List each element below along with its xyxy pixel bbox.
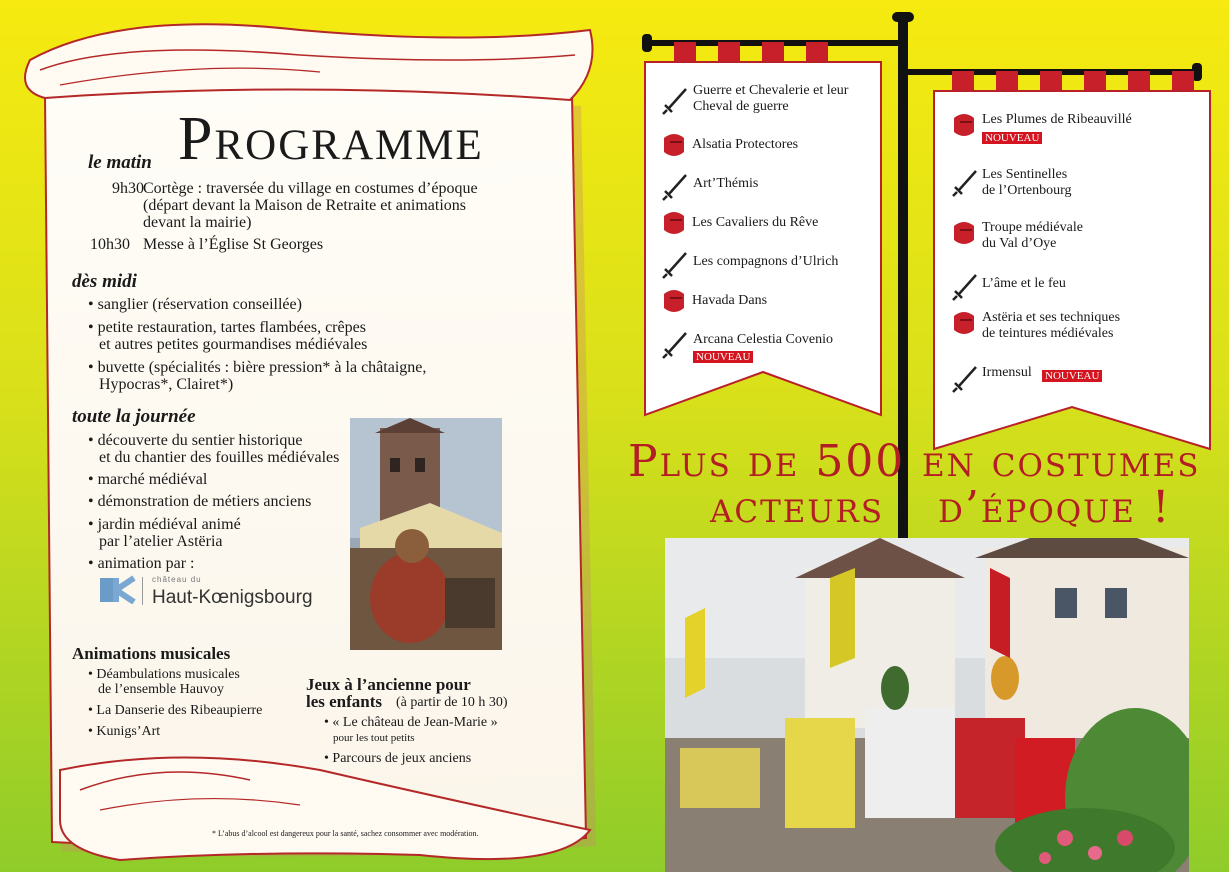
left-item-7: Arcana Celestia Covenio bbox=[693, 332, 833, 347]
sword-icon bbox=[660, 330, 690, 360]
right-item-1-badge bbox=[982, 128, 1042, 146]
left-item-7-badge bbox=[693, 347, 753, 365]
jeux-item-2: • Parcours de jeux anciens bbox=[324, 751, 471, 766]
helmet-icon bbox=[660, 286, 688, 316]
journee-item-1b: et du chantier des fouilles médiévales bbox=[99, 449, 340, 466]
helmet-icon bbox=[660, 208, 688, 238]
parade-photo bbox=[665, 538, 1189, 872]
logo-small-text: château du bbox=[152, 575, 202, 584]
helmet-icon bbox=[950, 110, 978, 140]
sword-icon bbox=[660, 172, 690, 202]
matin-time-2: 10h30 bbox=[90, 236, 130, 253]
journee-item-5: • animation par : bbox=[88, 555, 194, 572]
castle-photo bbox=[350, 418, 502, 650]
sword-icon bbox=[950, 272, 980, 302]
right-item-6: Irmensul bbox=[982, 365, 1032, 380]
matin-text-2: Messe à l’Église St Georges bbox=[143, 236, 324, 253]
left-item-3: Art’Thémis bbox=[693, 176, 759, 191]
sword-icon bbox=[950, 168, 980, 198]
matin-text-1: Cortège : traversée du village en costumes d’époque bbox=[143, 180, 478, 197]
hk-logo-icon bbox=[100, 574, 140, 604]
right-item-4: L’âme et le feu bbox=[982, 276, 1066, 291]
sword-icon bbox=[660, 250, 690, 280]
journee-item-1: • découverte du sentier historique bbox=[88, 432, 302, 449]
matin-text-1b: (départ devant la Maison de Retraite et animations bbox=[143, 197, 466, 214]
slogan-right-2: d’époque ! bbox=[938, 482, 1172, 533]
right-item-2b: de l’Ortenbourg bbox=[982, 183, 1072, 198]
right-item-6-badge bbox=[1042, 366, 1102, 384]
left-item-5: Les compagnons d’Ulrich bbox=[693, 254, 839, 269]
logo-name: Haut-Kœnigsbourg bbox=[152, 587, 313, 608]
slogan-left-1: Plus de 500 bbox=[628, 436, 906, 487]
nouveau-badge: NOUVEAU bbox=[693, 351, 753, 363]
right-item-2: Les Sentinelles bbox=[982, 167, 1068, 182]
left-item-6: Havada Dans bbox=[692, 293, 768, 308]
midi-item-2: • petite restauration, tartes flambées, crêpes bbox=[88, 319, 366, 336]
left-item-1: Guerre et Chevalerie et leur bbox=[693, 83, 849, 98]
sword-icon bbox=[660, 86, 690, 116]
journee-item-2: • marché médiéval bbox=[88, 471, 207, 488]
midi-item-2b: et autres petites gourmandises médiévales bbox=[99, 336, 368, 353]
right-item-1: Les Plumes de Ribeauvillé bbox=[982, 112, 1132, 127]
slogan-right-1: en costumes bbox=[922, 436, 1201, 487]
nouveau-badge: NOUVEAU bbox=[1042, 370, 1102, 382]
musique-item-3: • Kunigs’Art bbox=[88, 724, 160, 739]
musique-heading: Animations musicales bbox=[72, 644, 231, 663]
midi-item-3b: Hypocras*, Clairet*) bbox=[99, 376, 234, 393]
helmet-icon bbox=[950, 308, 978, 338]
jeux-heading-1: Jeux à l’ancienne pour bbox=[306, 675, 471, 694]
matin-heading: le matin bbox=[88, 152, 152, 173]
right-item-3: Troupe médiévale bbox=[982, 220, 1083, 235]
helmet-icon bbox=[950, 218, 978, 248]
musique-item-1: • Déambulations musicales bbox=[88, 667, 240, 682]
left-item-1b: Cheval de guerre bbox=[693, 99, 789, 114]
jeux-note: (à partir de 10 h 30) bbox=[396, 695, 508, 710]
nouveau-badge: NOUVEAU bbox=[982, 132, 1042, 144]
jeux-heading-2: les enfants bbox=[306, 692, 383, 711]
left-item-4: Les Cavaliers du Rêve bbox=[692, 215, 819, 230]
pole-top bbox=[892, 12, 914, 22]
jeux-item-1: • « Le château de Jean-Marie » bbox=[324, 715, 498, 730]
musique-item-1b: de l’ensemble Hauvoy bbox=[98, 682, 224, 697]
right-item-3b: du Val d’Oye bbox=[982, 236, 1057, 251]
journee-item-4b: par l’atelier Astëria bbox=[99, 533, 223, 550]
musique-item-2: • La Danserie des Ribeaupierre bbox=[88, 703, 262, 718]
right-item-5: Astëria et ses techniques bbox=[982, 310, 1121, 325]
matin-text-1c: devant la mairie) bbox=[143, 214, 252, 231]
right-item-5b: de teintures médiévales bbox=[982, 326, 1114, 341]
matin-time-1: 9h30 bbox=[112, 180, 144, 197]
journee-item-3: • démonstration de métiers anciens bbox=[88, 493, 311, 510]
alcohol-footnote: * L’abus d’alcool est dangereux pour la santé, sachez consommer avec modération. bbox=[212, 829, 479, 838]
logo-divider bbox=[142, 577, 143, 605]
midi-heading: dès midi bbox=[72, 271, 137, 292]
slogan-left-2: acteurs bbox=[710, 482, 885, 533]
jeux-item-1b: pour les tout petits bbox=[333, 732, 415, 744]
journee-item-4: • jardin médiéval animé bbox=[88, 516, 241, 533]
midi-item-1: • sanglier (réservation conseillée) bbox=[88, 296, 302, 313]
left-item-2: Alsatia Protectores bbox=[692, 137, 799, 152]
midi-item-3: • buvette (spécialités : bière pression* à la châtaigne, bbox=[88, 359, 426, 376]
programme-title: Programme bbox=[178, 105, 484, 173]
helmet-icon bbox=[660, 130, 688, 160]
journee-heading: toute la journée bbox=[72, 406, 196, 427]
sword-icon bbox=[950, 364, 980, 394]
